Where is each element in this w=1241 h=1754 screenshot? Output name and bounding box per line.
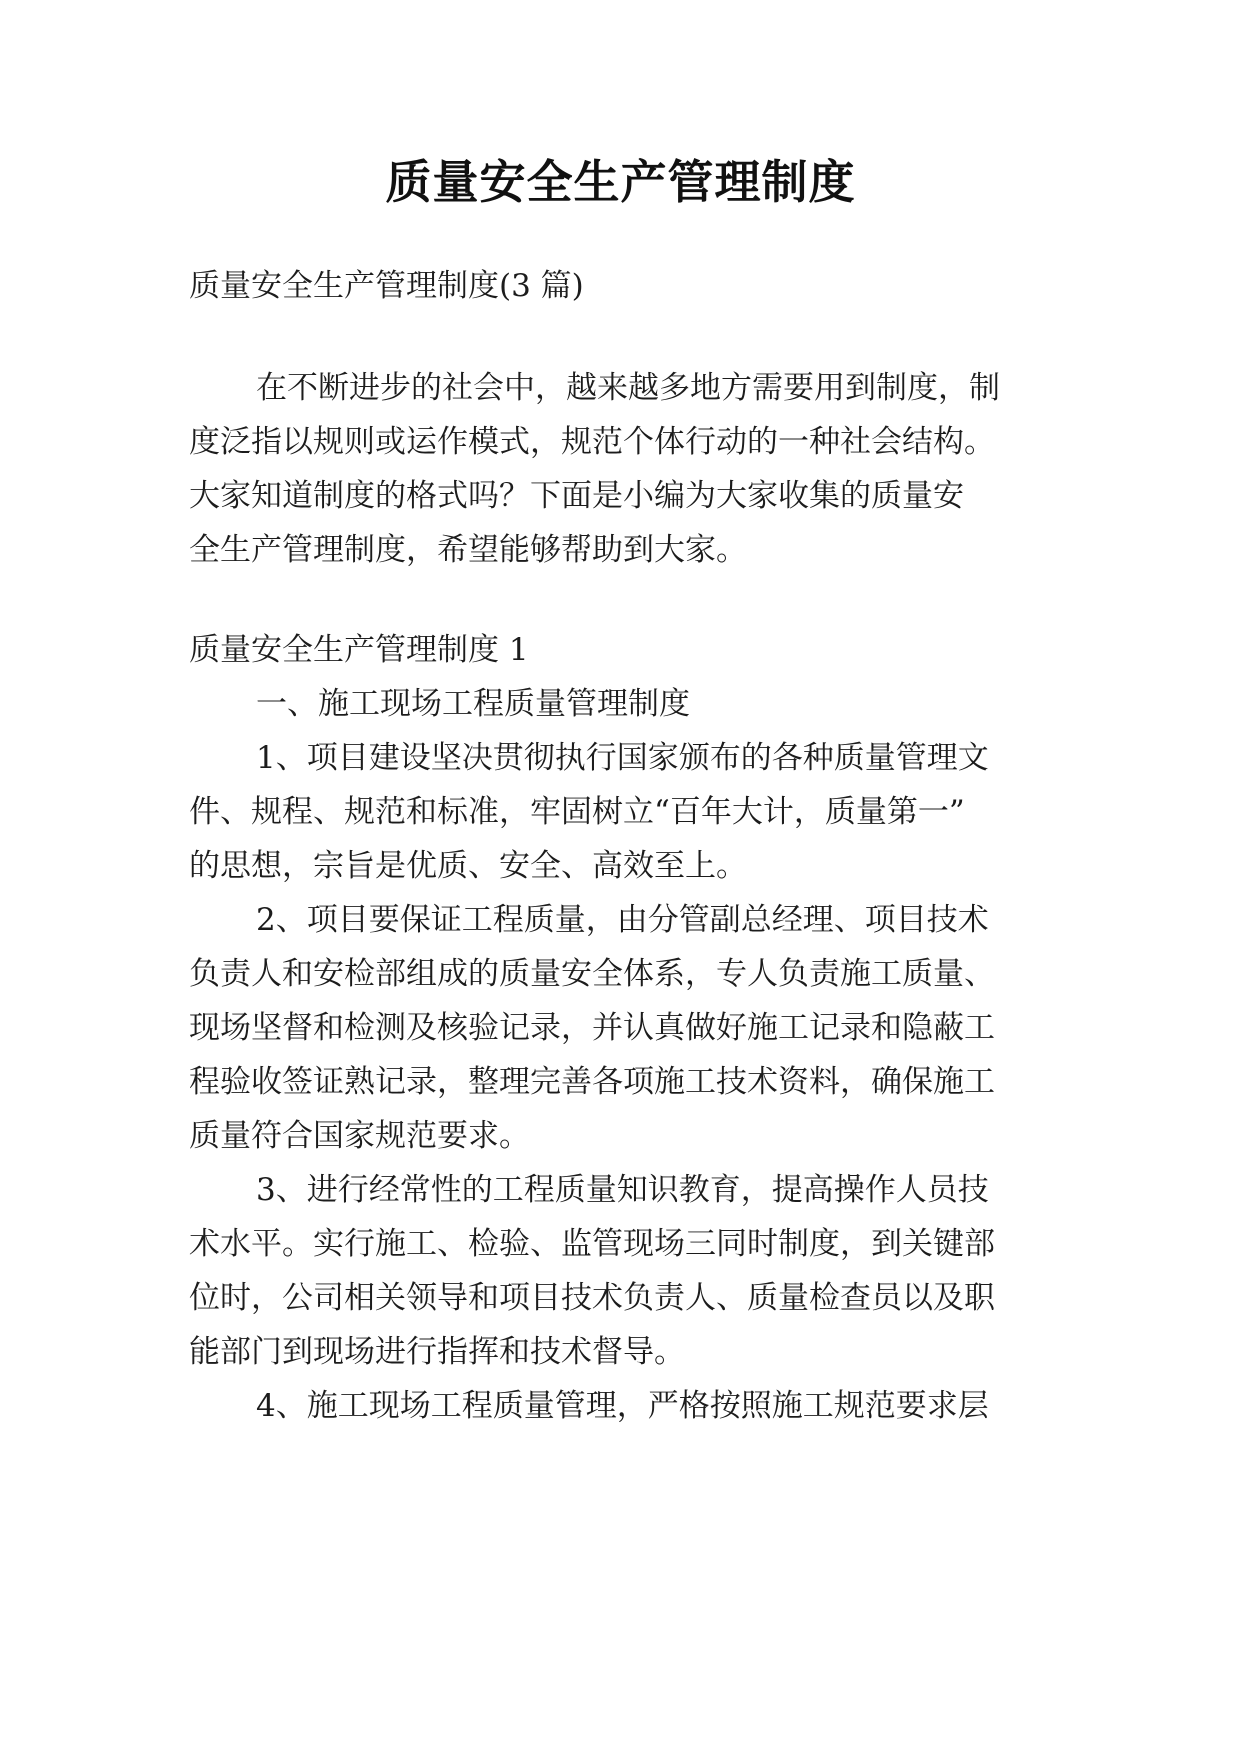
- section-heading: 质量安全生产管理制度 1: [189, 632, 529, 668]
- intro-line: 度泛指以规则或运作模式，规范个体行动的一种社会结构。: [189, 424, 995, 460]
- item-line: 1、项目建设坚决贯彻执行国家颁布的各种质量管理文: [256, 740, 989, 776]
- document-title: 质量安全生产管理制度: [385, 155, 856, 209]
- item-line: 2、项目要保证工程质量，由分管副总经理、项目技术: [256, 902, 989, 938]
- intro-line: 大家知道制度的格式吗？下面是小编为大家收集的质量安: [189, 478, 964, 514]
- item-line: 负责人和安检部组成的质量安全体系，专人负责施工质量、: [189, 956, 995, 992]
- item-line: 3、进行经常性的工程质量知识教育，提高操作人员技: [256, 1172, 989, 1208]
- item-line: 现场坚督和检测及核验记录，并认真做好施工记录和隐蔽工: [189, 1010, 995, 1046]
- document-subtitle: 质量安全生产管理制度(3 篇): [189, 268, 584, 304]
- item-line: 4、施工现场工程质量管理，严格按照施工规范要求层: [256, 1388, 989, 1424]
- item-line: 的思想，宗旨是优质、安全、高效至上。: [189, 848, 747, 884]
- intro-line: 在不断进步的社会中，越来越多地方需要用到制度，制: [256, 370, 1000, 406]
- intro-line: 全生产管理制度，希望能够帮助到大家。: [189, 532, 747, 568]
- item-line: 质量符合国家规范要求。: [189, 1118, 530, 1154]
- item-line: 能部门到现场进行指挥和技术督导。: [189, 1334, 685, 1370]
- item-line: 术水平。实行施工、检验、监管现场三同时制度，到关键部: [189, 1226, 995, 1262]
- item-line: 件、规程、规范和标准，牢固树立“百年大计，质量第一”: [189, 794, 965, 830]
- item-line: 程验收签证熟记录，整理完善各项施工技术资料，确保施工: [189, 1064, 995, 1100]
- item-line: 位时，公司相关领导和项目技术负责人、质量检查员以及职: [189, 1280, 995, 1316]
- subsection-heading: 一、施工现场工程质量管理制度: [256, 686, 690, 722]
